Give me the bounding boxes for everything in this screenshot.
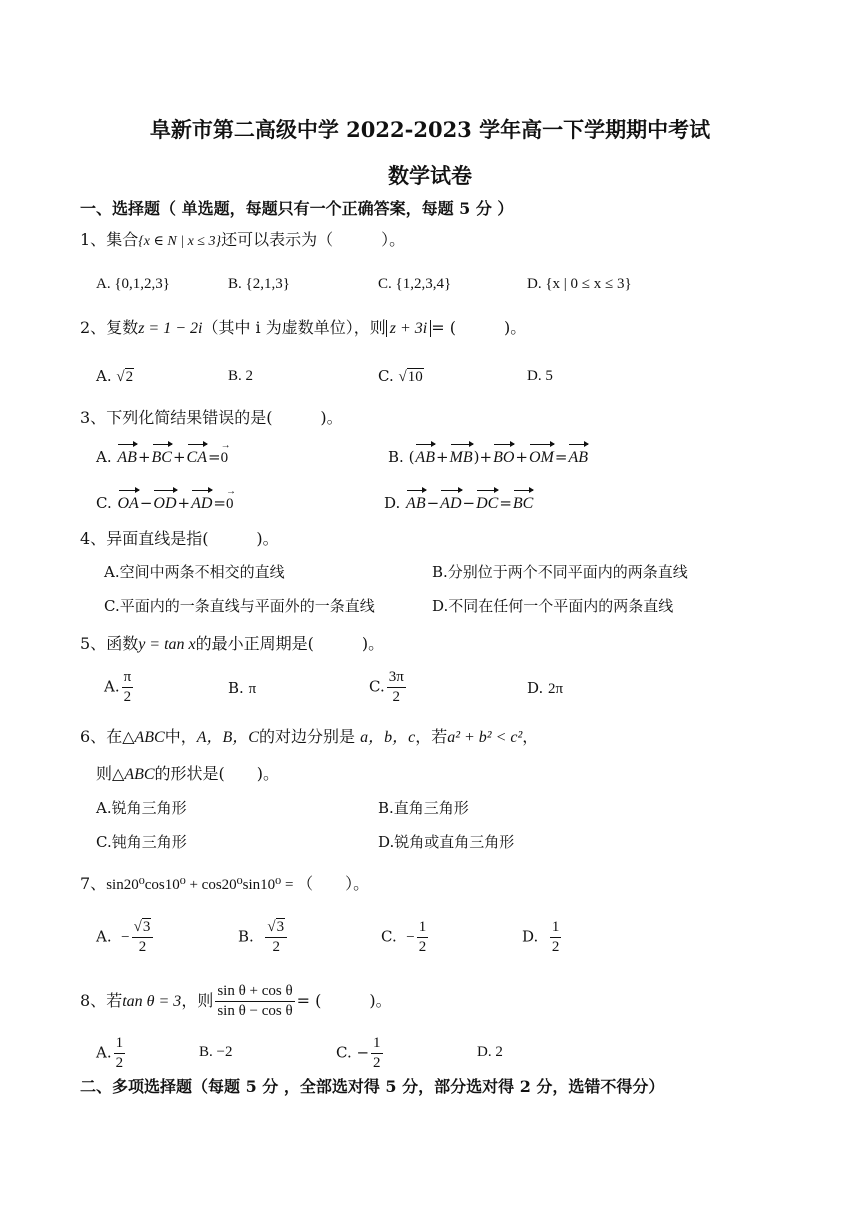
exam-title: 阜新市第二高级中学 2022-2023 学年高一下学期期中考试 (149, 117, 711, 142)
q2-option-b: B. 2 (228, 368, 254, 384)
section-1-heading: 一、选择题（ 单选题，每题只有一个正确答案，每题 5 分 ） (80, 199, 514, 218)
section-2-heading: 二、多项选择题（每题 5 分 ，全部选对得 5 分，部分选对得 2 分，选错不得分） (80, 1077, 665, 1096)
q1-option-b: B. {2,1,3} (228, 276, 290, 292)
q8-option-d: D. 2 (477, 1044, 503, 1060)
q7-option-c: C. − $\frac{1}{2}$ (381, 919, 427, 955)
q8-option-a: A. $\frac{1}{2}$ (96, 1035, 124, 1071)
question-2: 2、复数z = 1 − 2i（其中 i 为虚数单位），则 z + 3i = ( )。 (80, 318, 527, 337)
q8-option-b: B. −2 (199, 1044, 233, 1060)
question-8: 8、若tan θ = 3，则 $\frac{\text{sin θ + cos θ}}{\text{sin θ − cos θ}}$ = ( )。 (80, 983, 392, 1019)
q5-option-d: D. 2π (527, 679, 564, 697)
q5-option-c: C. $\frac{3\pi}{2}$ (369, 669, 404, 705)
q4-option-c: C.平面内的一条直线与平面外的一条直线 (104, 597, 375, 615)
q3-option-a: A. AB+BC+CA=0 → (96, 442, 228, 470)
q1-option-a: A. {0,1,2,3} (96, 276, 170, 292)
q6-option-a: A.锐角三角形 (96, 799, 187, 817)
question-7: 7、sin20⁰cos10⁰ + cos20⁰sin10⁰ = （ ）。 (80, 874, 370, 893)
q7-option-a: A. − $\frac{√3}{2}$ (96, 918, 155, 957)
question-6: 6、在△ABC中，A，B，C的对边分别是 a，b，c，若a² + b² < c²， (80, 727, 539, 746)
q8-option-c: C. − $\frac{1}{2}$ (336, 1035, 381, 1071)
question-3: 3、下列化简结果错误的是( )。 (80, 408, 343, 427)
q6-option-c: C.钝角三角形 (96, 833, 187, 851)
question-6-line-2: 则△ABC的形状是( )。 (96, 764, 280, 783)
q4-option-a: A.空间中两条不相交的直线 (104, 563, 285, 581)
q4-option-d: D.不同在任何一个平面内的两条直线 (432, 597, 674, 615)
q2-option-c: C. √10 (378, 367, 423, 385)
q7-option-b: B. $\frac{√3}{2}$ (238, 918, 289, 957)
question-5: 5、函数y = tan x的最小正周期是( )。 (80, 634, 385, 653)
q1-option-c: C. {1,2,3,4} (378, 276, 452, 292)
q5-option-b: B. π (228, 679, 257, 697)
q1-option-d: D. {x | 0 ≤ x ≤ 3} (527, 276, 632, 292)
q3-option-d: D. AB−AD−DC=BC (384, 488, 534, 516)
q2-option-a: A. √2 (96, 367, 134, 385)
q6-option-d: D.锐角或直角三角形 (378, 833, 515, 851)
q2-option-d: D. 5 (527, 368, 553, 384)
q3-option-c: C. OA−OD+AD=0 → (96, 488, 234, 516)
q5-option-a: A. $\frac{\pi}{2}$ (104, 669, 132, 705)
exam-subtitle: 数学试卷 (388, 163, 472, 188)
q3-option-b: B. (AB+MB)+BO+OM=AB (388, 442, 589, 470)
q7-option-d: D. $\frac{1}{2}$ (522, 919, 560, 955)
question-4: 4、异面直线是指( )。 (80, 529, 279, 548)
q6-option-b: B.直角三角形 (378, 799, 469, 817)
question-1: 1、集合{x ∈ N | x ≤ 3}还可以表示为（ ）。 (80, 230, 406, 249)
q4-option-b: B.分别位于两个不同平面内的两条直线 (432, 563, 688, 581)
